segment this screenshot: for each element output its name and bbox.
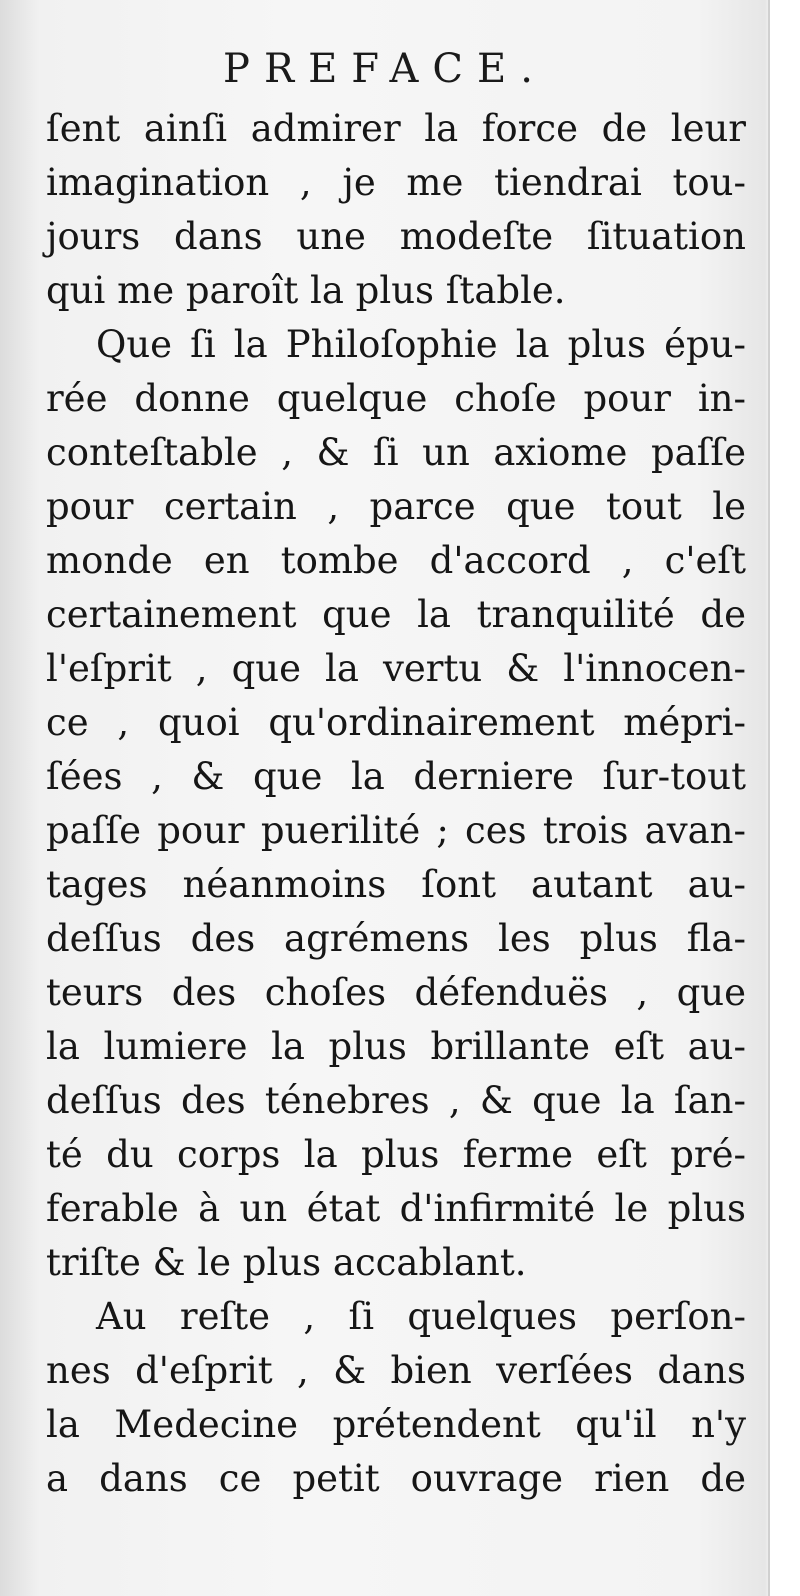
text-line: la lumiere la plus brillante eſt au-	[46, 1025, 746, 1068]
running-head: PREFACE.	[223, 46, 547, 92]
text-line: imagination , je me tiendrai tou-	[46, 161, 746, 204]
text-line: Que ſi la Philoſophie la plus épu-	[96, 323, 746, 366]
text-line: ferable à un état d'infirmité le plus	[46, 1187, 746, 1230]
text-line: ce , quoi qu'ordinairement mépri-	[46, 701, 746, 744]
text-line: té du corps la plus ferme eſt pré-	[46, 1133, 746, 1176]
text-line: jours dans une modeſte ſituation	[46, 215, 746, 258]
text-line: ſées , & que la derniere ſur-tout	[46, 755, 746, 798]
text-line: teurs des choſes défenduës , que	[46, 971, 746, 1014]
text-line: rée donne quelque choſe pour in-	[46, 377, 746, 420]
text-line: pour certain , parce que tout le	[46, 485, 746, 528]
text-line: nes d'eſprit , & bien verſées dans	[46, 1349, 746, 1392]
text-line: l'eſprit , que la vertu & l'innocen-	[46, 647, 746, 690]
text-line: Au reſte , ſi quelques perſon-	[96, 1295, 746, 1338]
page-edge	[768, 0, 800, 1596]
text-line: paſſe pour puerilité ; ces trois avan-	[46, 809, 746, 852]
text-line: ſent ainſi admirer la force de leur	[46, 107, 746, 150]
text-line: la Medecine prétendent qu'il n'y	[46, 1403, 746, 1446]
text-line: certainement que la tranquilité de	[46, 593, 746, 636]
text-line: a dans ce petit ouvrage rien de	[46, 1457, 746, 1500]
text-line: conteſtable , & ſi un axiome paſſe	[46, 431, 746, 474]
text-line: monde en tombe d'accord , c'eſt	[46, 539, 746, 582]
text-line: triſte & le plus accablant.	[46, 1241, 527, 1284]
body-text	[46, 102, 746, 1506]
text-line: deſſus des agrémens les plus fla-	[46, 917, 746, 960]
text-line: tages néanmoins ſont autant au-	[46, 863, 746, 906]
text-line: deſſus des ténebres , & que la ſan-	[46, 1079, 746, 1122]
text-line: qui me paroît la plus ſtable.	[46, 269, 566, 312]
